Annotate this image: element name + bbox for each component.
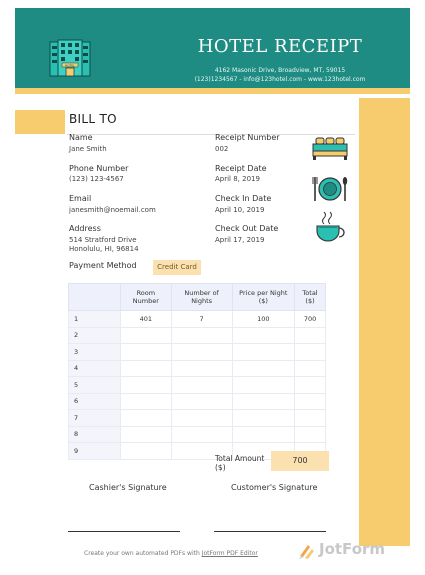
cashier-signature-label: Cashier's Signature: [89, 483, 167, 492]
total-amount-label: Total Amount ($): [215, 454, 265, 472]
nights-cell: [171, 410, 232, 427]
phone-label: Phone Number: [69, 164, 129, 173]
email-label: Email: [69, 194, 92, 203]
hotel-phone-email-web: (123)1234567 - info@123hotel.com - www.123hotel.com: [194, 76, 366, 83]
row-index: 5: [69, 377, 121, 394]
hotel-building-icon: [47, 38, 93, 78]
row-index: 3: [69, 344, 121, 361]
row-index: 1: [69, 311, 121, 328]
col-header-nights: Number of Nights: [171, 284, 232, 311]
row-index: 7: [69, 410, 121, 427]
price-cell: [232, 393, 295, 410]
room-number-cell: [121, 327, 172, 344]
side-accent-bar: [359, 98, 410, 546]
total-cell: [295, 360, 326, 377]
nights-cell: [171, 327, 232, 344]
page-title: HOTEL RECEIPT: [197, 36, 363, 57]
receipt-number-value: 002: [215, 145, 229, 153]
room-number-cell: [121, 344, 172, 361]
total-amount-value: 700: [271, 451, 329, 471]
footer-text: [84, 550, 258, 557]
total-cell: [295, 393, 326, 410]
coffee-cup-icon: [315, 210, 349, 244]
table-header-row: [69, 284, 326, 311]
cashier-signature-line: [68, 531, 180, 532]
total-cell: [295, 377, 326, 394]
table-row: [69, 410, 326, 427]
table-row: [69, 344, 326, 361]
address-line2: Honolulu, HI, 96814: [69, 245, 139, 253]
col-header-room-number: Room Number: [121, 284, 172, 311]
name-label: Name: [69, 133, 93, 142]
table-row: [69, 377, 326, 394]
table-row: [69, 327, 326, 344]
payment-method-label: Payment Method: [69, 261, 137, 270]
nights-cell: [171, 426, 232, 443]
receipt-number-label: Receipt Number: [215, 133, 280, 142]
header-banner: [15, 8, 410, 88]
total-cell: [295, 344, 326, 361]
table-row: [69, 393, 326, 410]
table-row: [69, 426, 326, 443]
name-value: Jane Smith: [69, 145, 107, 153]
price-cell: [232, 377, 295, 394]
total-cell: [295, 410, 326, 427]
nights-cell: [171, 344, 232, 361]
nights-cell: [171, 360, 232, 377]
row-index: 9: [69, 443, 121, 460]
room-number-cell: [121, 360, 172, 377]
bill-to-title: BILL TO: [69, 112, 117, 126]
hotel-contact: [155, 66, 405, 84]
checkout-value: April 17, 2019: [215, 236, 265, 244]
room-number-cell: [121, 393, 172, 410]
hotel-address: 4162 Masonic Drive, Broadview, MT, 59015: [214, 67, 346, 74]
room-number-cell: 401: [121, 311, 172, 328]
checkout-label: Check Out Date: [215, 224, 279, 233]
bed-icon: [310, 136, 350, 162]
payment-method-value: Credit Card: [153, 260, 201, 275]
checkin-label: Check In Date: [215, 194, 272, 203]
price-cell: [232, 344, 295, 361]
col-header-price: Price per Night ($): [232, 284, 295, 311]
jotform-logo-icon: [298, 542, 318, 560]
room-number-cell: [121, 443, 172, 460]
row-index: 8: [69, 426, 121, 443]
price-cell: [232, 360, 295, 377]
price-cell: [232, 410, 295, 427]
logo-sign-text: HOTEL: [64, 63, 76, 68]
room-number-cell: [121, 426, 172, 443]
receipt-date-label: Receipt Date: [215, 164, 267, 173]
col-header-total: Total ($): [295, 284, 326, 311]
jotform-brand: JotForm: [319, 540, 386, 558]
total-cell: [295, 426, 326, 443]
address-label: Address: [69, 224, 101, 233]
footer-message: Create your own automated PDFs with: [84, 550, 202, 557]
bill-to-tab: [15, 110, 65, 134]
items-table: [68, 283, 326, 460]
total-cell: [295, 327, 326, 344]
price-cell: 100: [232, 311, 295, 328]
phone-value: (123) 123-4567: [69, 175, 124, 183]
divider: [67, 134, 355, 135]
table-row: [69, 311, 326, 328]
nights-cell: 7: [171, 311, 232, 328]
price-cell: [232, 327, 295, 344]
address-line1: 514 Stratford Drive: [69, 236, 137, 244]
nights-cell: [171, 377, 232, 394]
row-index: 6: [69, 393, 121, 410]
email-value: janesmith@noemail.com: [69, 206, 156, 214]
table-row: [69, 360, 326, 377]
room-number-cell: [121, 410, 172, 427]
nights-cell: [171, 393, 232, 410]
customer-signature-line: [214, 531, 326, 532]
row-index: 2: [69, 327, 121, 344]
header-stripe: [15, 88, 410, 94]
price-cell: [232, 426, 295, 443]
customer-signature-label: Customer's Signature: [231, 483, 318, 492]
footer-link[interactable]: JotForm PDF Editor: [201, 550, 258, 557]
checkin-value: April 10, 2019: [215, 206, 265, 214]
row-index: 4: [69, 360, 121, 377]
plate-cutlery-icon: [312, 175, 348, 203]
room-number-cell: [121, 377, 172, 394]
col-header-index: [69, 284, 121, 311]
receipt-page: [15, 8, 410, 575]
total-cell: 700: [295, 311, 326, 328]
receipt-date-value: April 8, 2019: [215, 175, 260, 183]
